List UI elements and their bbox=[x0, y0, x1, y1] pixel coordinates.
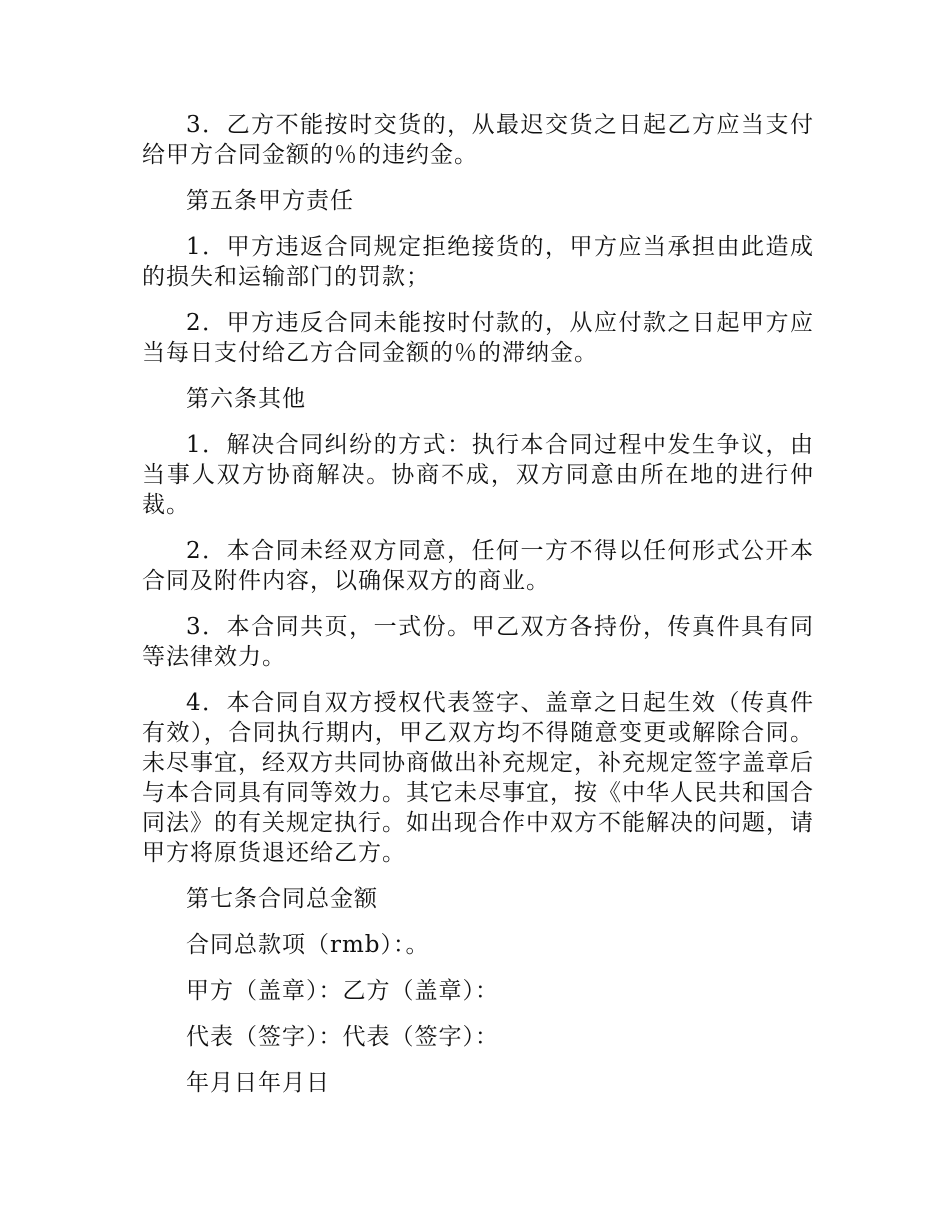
signature-line: 代表（签字）：代表（签字）： bbox=[186, 1024, 499, 1050]
document-page bbox=[142, 110, 814, 1114]
article-heading: 第五条甲方责任 bbox=[186, 188, 354, 214]
clause-paragraph: 2．甲方违反合同未能按时付款的，从应付款之日起甲方应当每日支付给乙方合同金额的％的滞纳金。 bbox=[142, 310, 814, 366]
clause-paragraph: 3．本合同共页，一式份。甲乙双方各持份，传真件具有同等法律效力。 bbox=[142, 614, 814, 670]
clause-paragraph: 2．本合同未经双方同意，任何一方不得以任何形式公开本合同及附件内容，以确保双方的商业。 bbox=[142, 538, 814, 594]
article-heading: 第六条其他 bbox=[186, 386, 306, 412]
clause-paragraph: 1．解决合同纠纷的方式：执行本合同过程中发生争议，由当事人双方协商解决。协商不成，双方同意由所在地的进行仲裁。 bbox=[142, 432, 814, 518]
clause-paragraph: 1．甲方违返合同规定拒绝接货的，甲方应当承担由此造成的损失和运输部门的罚款； bbox=[142, 234, 814, 290]
article-heading: 第七条合同总金额 bbox=[186, 886, 378, 912]
clause-paragraph: 4．本合同自双方授权代表签字、盖章之日起生效（传真件有效），合同执行期内，甲乙双方均不得随意变更或解除合同。未尽事宜，经双方共同协商做出补充规定，补充规定签字盖章后与本合同具有同等效力。其它未尽事宜，按《中华人民共和国合同法》的有关规定执行。如出现合作中双方不能解决的问题，请甲方将原货退还给乙方。 bbox=[142, 690, 814, 866]
date-line: 年月日年月日 bbox=[186, 1070, 330, 1096]
seal-line: 甲方（盖章）：乙方（盖章）： bbox=[186, 978, 499, 1004]
total-amount-line: 合同总款项（rmb）：。 bbox=[186, 932, 430, 958]
clause-paragraph: 3．乙方不能按时交货的，从最迟交货之日起乙方应当支付给甲方合同金额的％的违约金。 bbox=[142, 112, 814, 168]
